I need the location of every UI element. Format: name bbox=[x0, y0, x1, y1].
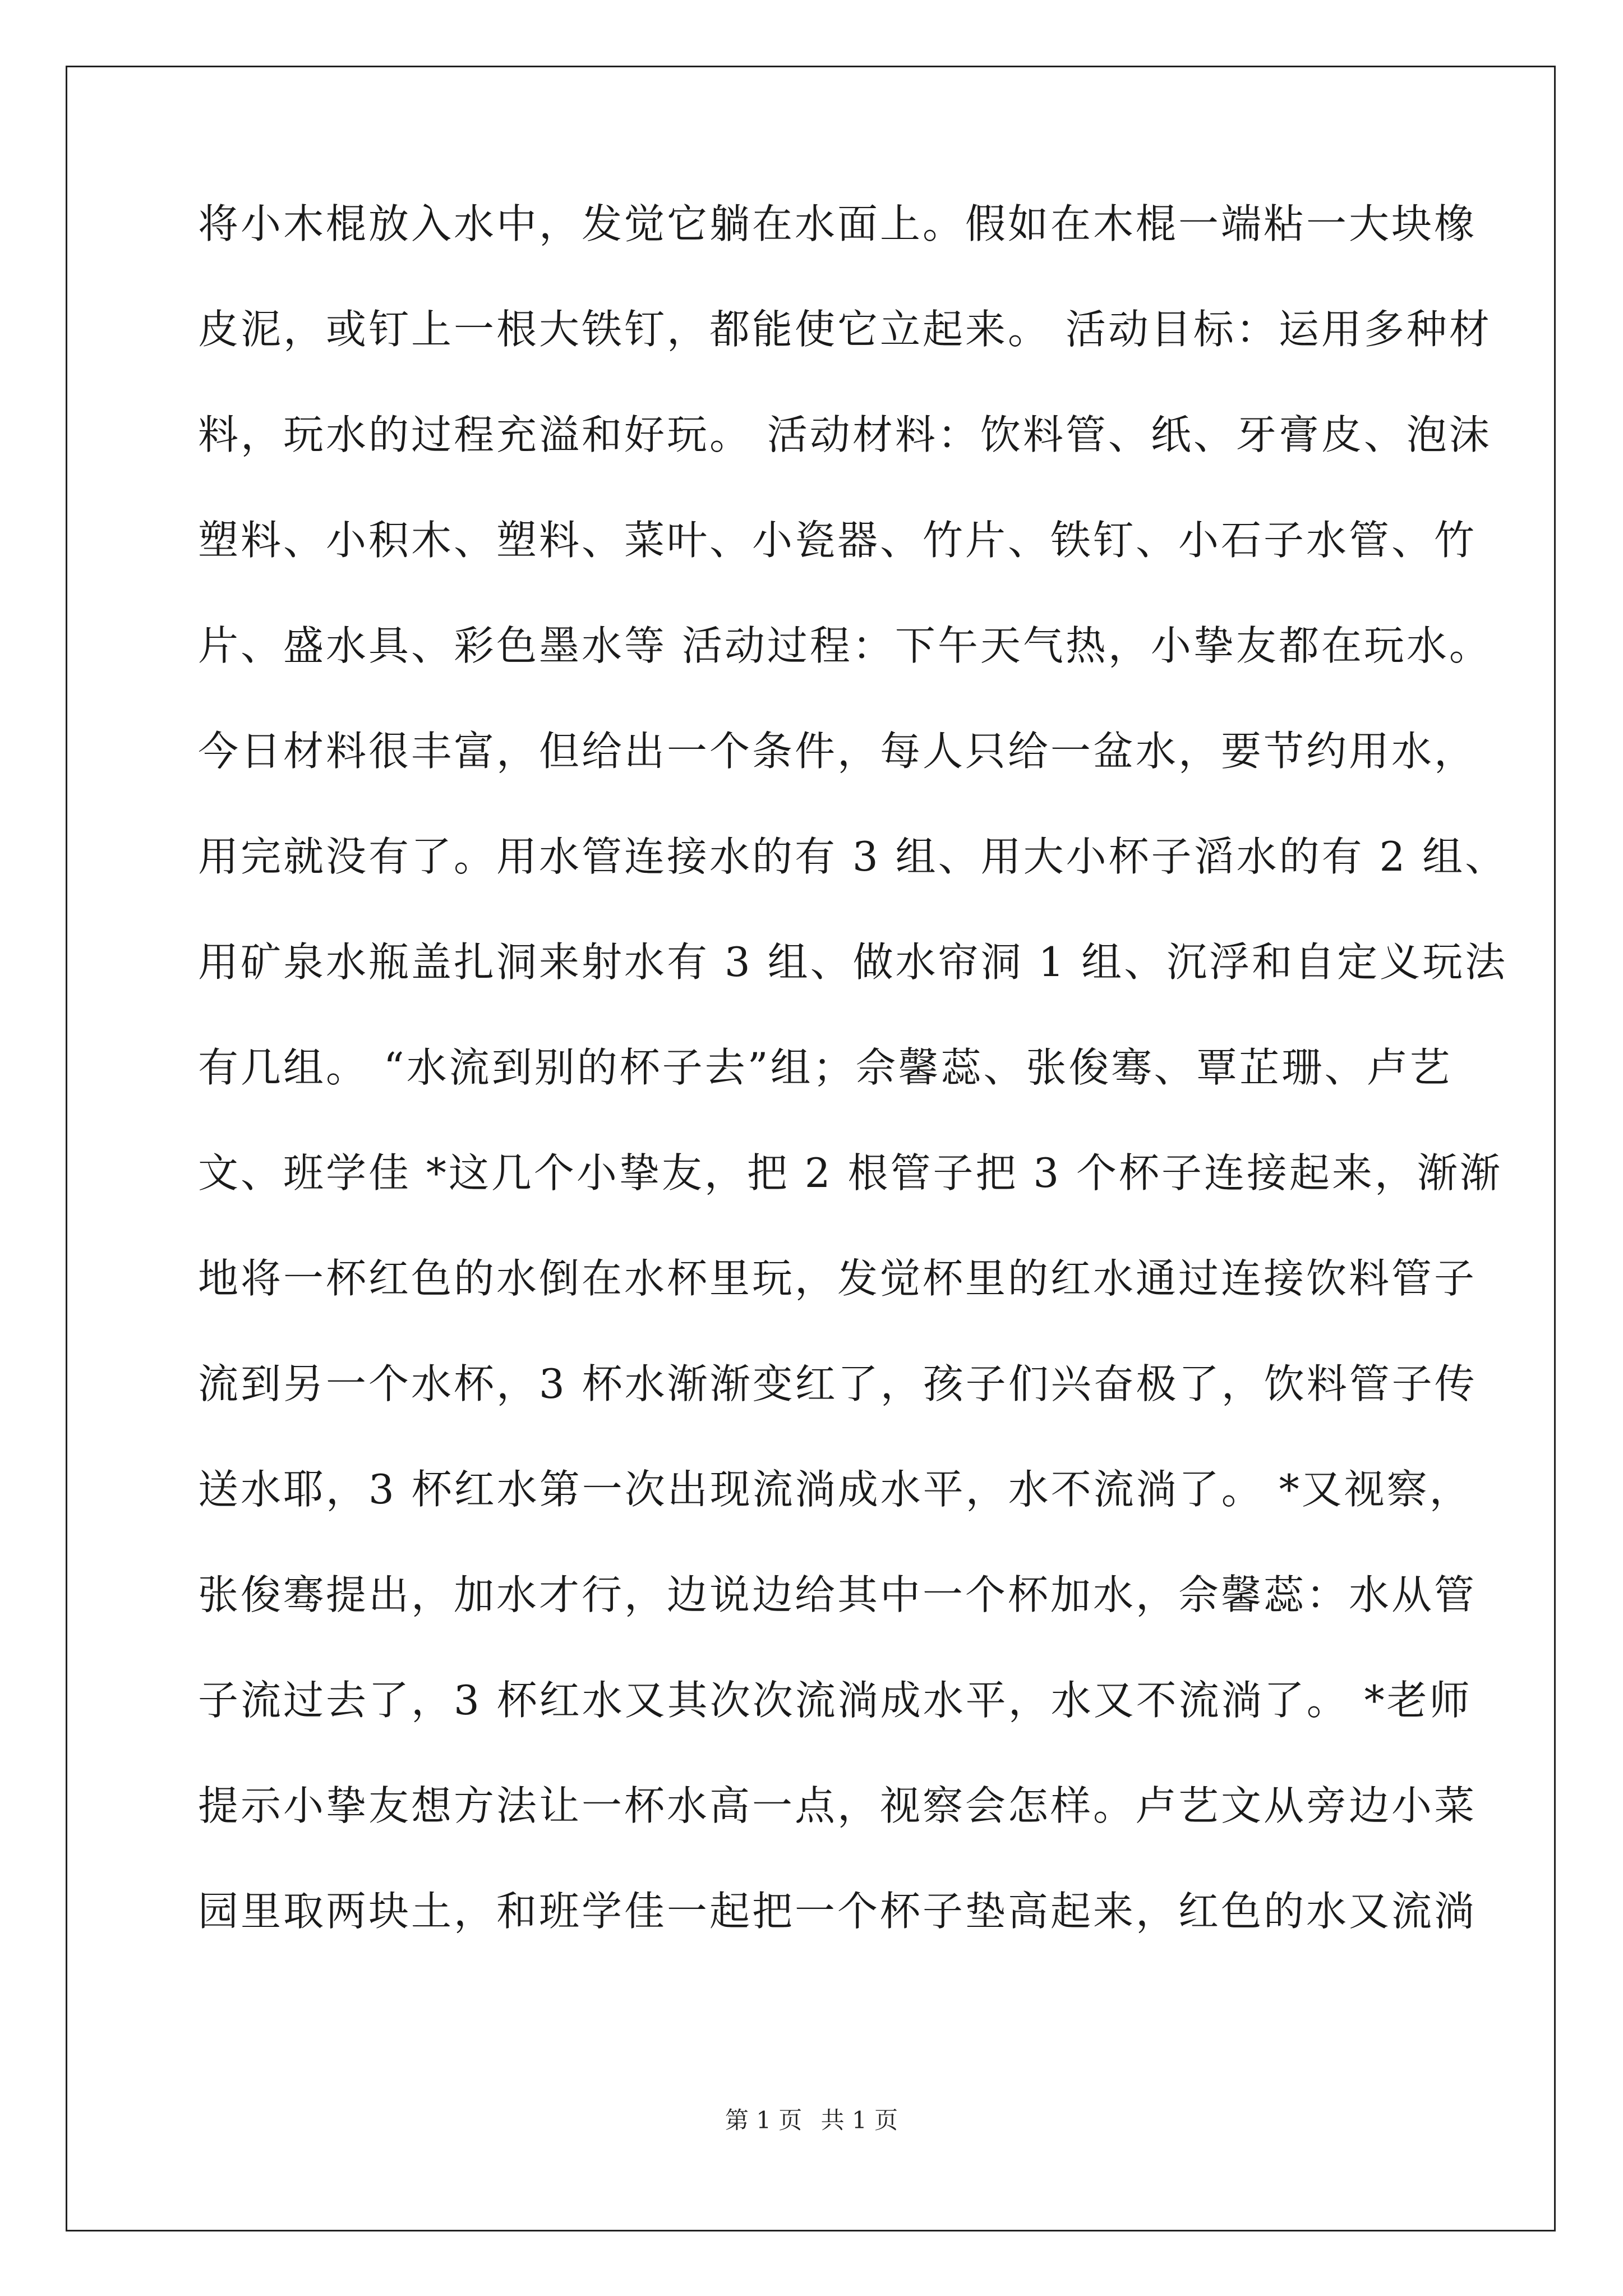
text-line: 流到另一个水杯，3 杯水渐渐变红了，孩子们兴奋极了，饮料管子传 bbox=[198, 1360, 1477, 1407]
text-line: 张俊骞提出，加水才行，边说边给其中一个杯加水，佘馨蕊：水从管 bbox=[198, 1571, 1477, 1618]
text-line: 今日材料很丰富，但给出一个条件，每人只给一盆水，要节约用水， bbox=[198, 728, 1477, 775]
text-line: 皮泥，或钉上一根大铁钉，都能使它立起来。 活动目标：运用多种材 bbox=[198, 306, 1492, 353]
text-line: 用完就没有了。用水管连接水的有 3 组、用大小杯子滔水的有 2 组、 bbox=[198, 833, 1508, 880]
text-line: 送水耶，3 杯红水第一次出现流淌成水平，水不流淌了。 *又视察， bbox=[198, 1466, 1472, 1513]
text-line: 子流过去了，3 杯红水又其次次流淌成水平，水又不流淌了。 *老师 bbox=[198, 1677, 1472, 1724]
page-number: 第 1 页 bbox=[725, 2106, 803, 2134]
text-line: 片、盛水具、彩色墨水等 活动过程：下午天气热，小挚友都在玩水。 bbox=[198, 622, 1492, 669]
text-line: 有几组。 “水流到别的杯子去”组；佘馨蕊、张俊骞、覃芷珊、卢艺 bbox=[198, 1044, 1453, 1091]
text-line: 提示小挚友想方法让一杯水高一点，视察会怎样。卢艺文从旁边小菜 bbox=[198, 1782, 1477, 1829]
text-line: 地将一杯红色的水倒在水杯里玩，发觉杯里的红水通过连接饮料管子 bbox=[198, 1255, 1477, 1302]
document-body bbox=[198, 197, 1508, 1990]
text-line: 将小木棍放入水中，发觉它躺在水面上。假如在木棍一端粘一大块橡 bbox=[198, 200, 1477, 247]
text-line: 文、班学佳 *这几个小挚友，把 2 根管子把 3 个杯子连接起来，渐渐 bbox=[198, 1149, 1503, 1197]
text-line: 用矿泉水瓶盖扎洞来射水有 3 组、做水帘洞 1 组、沉浮和自定义玩法 bbox=[198, 938, 1508, 986]
text-line: 料，玩水的过程充溢和好玩。 活动材料：饮料管、纸、牙膏皮、泡沫 bbox=[198, 411, 1492, 458]
text-line: 塑料、小积木、塑料、菜叶、小瓷器、竹片、铁钉、小石子水管、竹 bbox=[198, 517, 1477, 564]
text-line: 园里取两块土，和班学佳一起把一个杯子垫高起来，红色的水又流淌 bbox=[198, 1888, 1477, 1935]
page-footer bbox=[0, 2104, 1623, 2137]
page-total: 共 1 页 bbox=[820, 2106, 898, 2134]
